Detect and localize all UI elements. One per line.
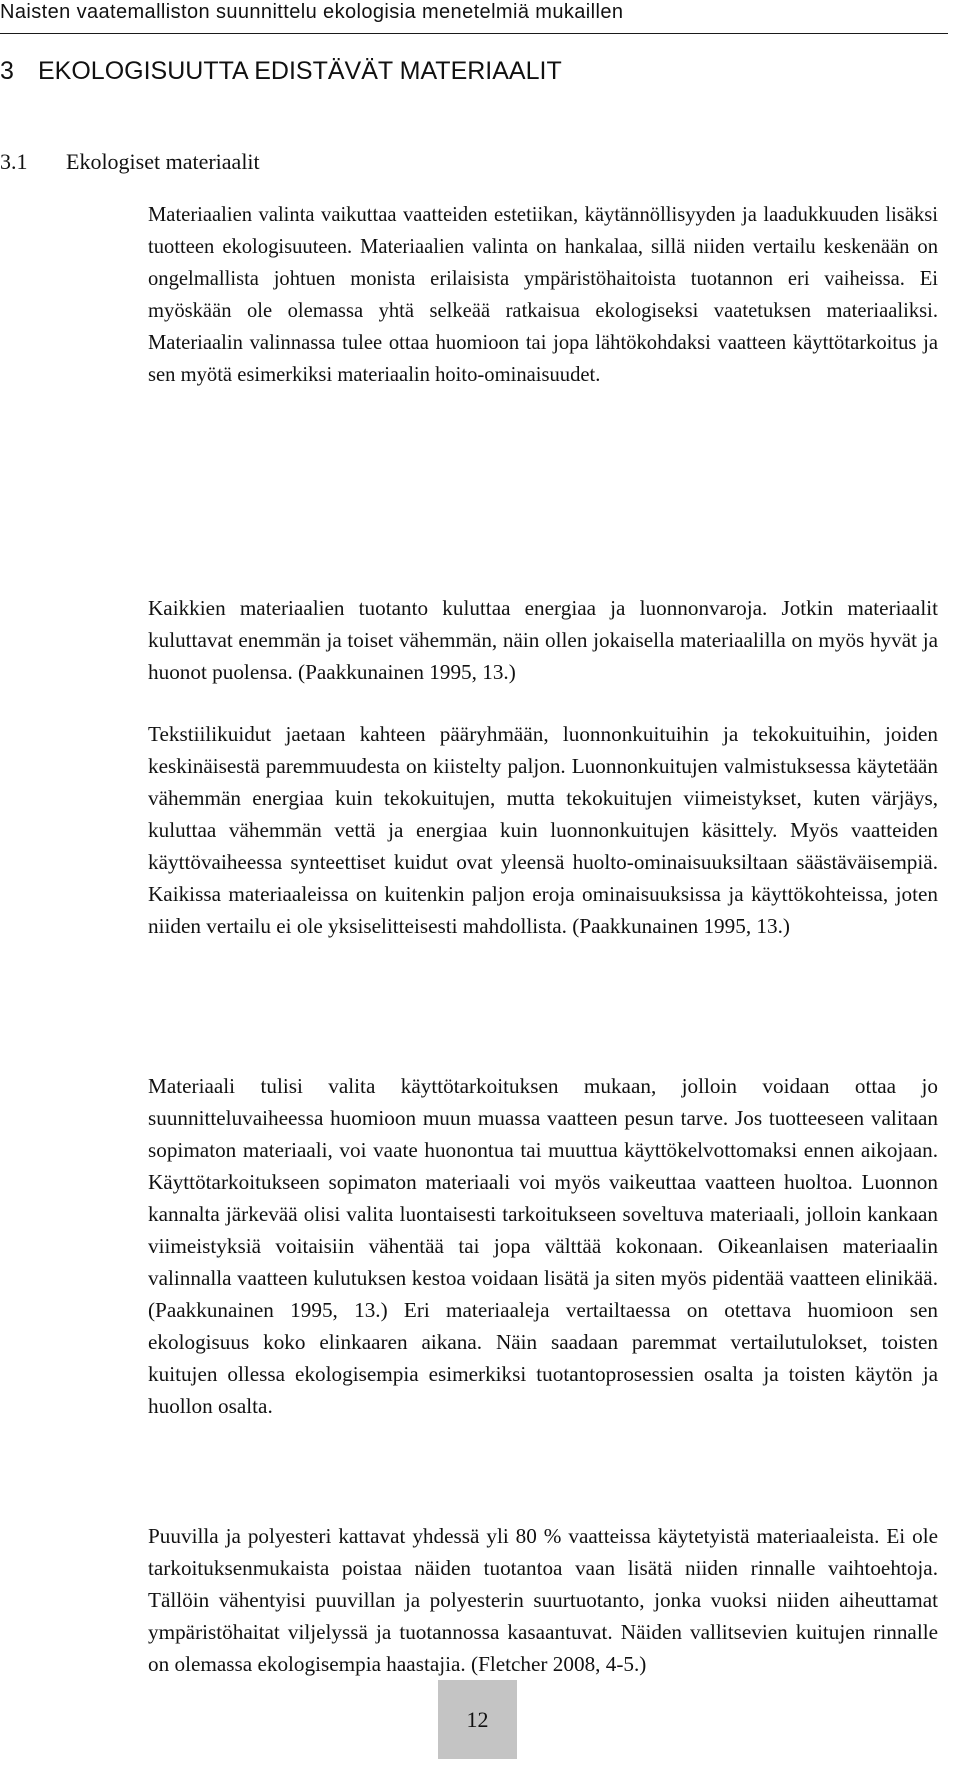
section-heading (0, 148, 260, 175)
paragraph-4: Materiaali tulisi valita käyttötarkoituksen mukaan, jolloin voidaan ottaa jo suunnitteluvaiheessa huomioon muun muassa vaatteen pesun tarve. Jos tuotteeseen valitaan sopimaton materiaali, voi vaate huonontua tai muuttua käyttökelvottomaksi ennen aikojaan. Käyttötarkoitukseen sopimaton materiaali voi myös vaikeuttaa vaatteen huoltoa. Luonnon kannalta järkevää olisi valita luontaisesti tarkoitukseen soveltuva materiaali, jolloin kankaan viimeistyksiä voitaisiin vähentää tai jopa välttää kokonaan. Oikeanlaisen materiaalin valinnalla vaatteen kulutuksen kestoa voidaan lisätä ja siten myös pidentää vaatteen elinikää. (Paakkunainen 1995, 13.) Eri materiaaleja vertailtaessa on otettava huomioon sen ekologisuus koko elinkaaren aikana. Näin saadaan paremmat vertailutulokset, toisten kuitujen ollessa ekologisempia esimerkiksi tuotantoprosessien osalta ja toisten käytön ja huollon osalta. (148, 1074, 938, 1418)
paragraph-1: Materiaalien valinta vaikuttaa vaatteiden estetiikan, käytännöllisyyden ja laadukkuuden lisäksi tuotteen ekologisuuteen. Materiaalien valinta on hankalaa, sillä niiden vertailu keskenään on ongelmallista johtuen monista erilaisista ympäristöhaitoista tuotannon eri vaiheissa. Ei myöskään ole olemassa yhtä selkeää ratkaisua ekologiseksi vaatetuksen materiaaliksi. Materiaalin valinnassa tulee ottaa huomioon tai jopa lähtökohdaksi vaatteen käyttötarkoitus ja sen myötä esimerkiksi materiaalin hoito-ominaisuudet. (148, 204, 938, 386)
chapter-number: 3 (0, 57, 14, 85)
running-header (0, 0, 948, 34)
running-header-title: Naisten vaatemalliston suunnittelu ekologisia menetelmiä mukaillen (0, 1, 624, 23)
page-number-box (438, 1680, 517, 1759)
chapter-title: EKOLOGISUUTTA EDISTÄVÄT MATERIAALIT (38, 57, 562, 85)
chapter-heading (0, 56, 562, 86)
section-title: Ekologiset materiaalit (66, 149, 260, 174)
paragraph-3: Tekstiilikuidut jaetaan kahteen pääryhmään, luonnonkuituihin ja tekokuituihin, joiden keskinäisestä paremmuudesta on kiistelty paljon. Luonnonkuitujen valmistuksessa käytetään vähemmän energiaa kuin tekokuitujen, mutta tekokuitujen viimeistykset, kuten värjäys, kuluttaa vähemmän vettä ja energiaa kuin luonnonkuitujen käsittely. Myös vaatteiden käyttövaiheessa synteettiset kuidut ovat yleensä huolto-ominaisuuksiltaan säästäväisempiä. Kaikissa materiaaleissa on kuitenkin paljon eroja ominaisuuksissa ja käyttökohteissa, joten niiden vertailu ei ole yksiselitteisesti mahdollista. (Paakkunainen 1995, 13.) (148, 722, 938, 938)
paragraph-5: Puuvilla ja polyesteri kattavat yhdessä yli 80 % vaatteissa käytetyistä materiaaleista. Ei ole tarkoituksenmukaista poistaa näiden tuotantoa vaan lisätä niiden rinnalle vaihtoehtoja. Tällöin vähentyisi puuvillan ja polyesterin suurtuotanto, jonka vuoksi niiden aiheuttamat ympäristöhaitat viljelyssä ja tuotannossa kasaantuvat. Näiden vallitsevien kuitujen rinnalle on olemassa ekologisempia haastajia. (Fletcher 2008, 4-5.) (148, 1524, 938, 1676)
paragraph-2: Kaikkien materiaalien tuotanto kuluttaa energiaa ja luonnonvaroja. Jotkin materiaalit kuluttavat enemmän ja toiset vähemmän, näin ollen jokaisella materiaalilla on myös hyvät ja huonot puolensa. (Paakkunainen 1995, 13.) (148, 596, 938, 684)
page-number: 12 (466, 1706, 489, 1732)
section-number: 3.1 (0, 149, 28, 174)
